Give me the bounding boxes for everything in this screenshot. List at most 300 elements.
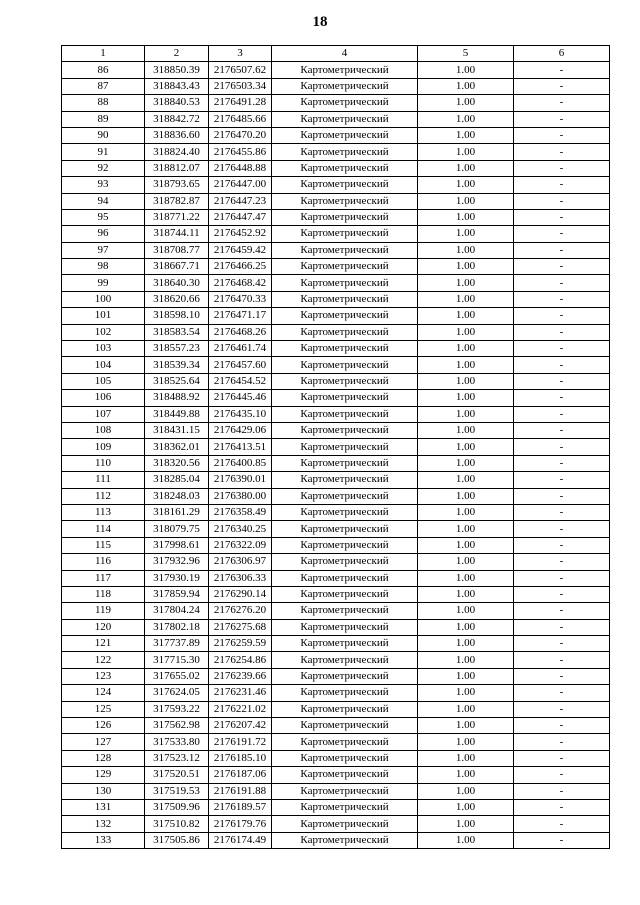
cell-y: 2176390.01 — [209, 472, 272, 488]
cell-accuracy: 1.00 — [418, 521, 514, 537]
cell-point-number: 102 — [62, 324, 145, 340]
cell-point-number: 87 — [62, 78, 145, 94]
cell-x: 318431.15 — [145, 422, 209, 438]
cell-x: 317510.82 — [145, 816, 209, 832]
cell-x: 318539.34 — [145, 357, 209, 373]
cell-note: - — [514, 636, 610, 652]
cell-point-number: 96 — [62, 226, 145, 242]
cell-point-number: 88 — [62, 95, 145, 111]
column-header-method: 4 — [272, 46, 418, 62]
table-row — [62, 422, 610, 438]
cell-y: 2176468.26 — [209, 324, 272, 340]
cell-accuracy: 1.00 — [418, 554, 514, 570]
cell-accuracy: 1.00 — [418, 62, 514, 78]
cell-note: - — [514, 390, 610, 406]
cell-method: Картометрический — [272, 406, 418, 422]
cell-note: - — [514, 160, 610, 176]
cell-method: Картометрический — [272, 209, 418, 225]
cell-method: Картометрический — [272, 275, 418, 291]
cell-x: 317533.80 — [145, 734, 209, 750]
table-row — [62, 193, 610, 209]
cell-point-number: 106 — [62, 390, 145, 406]
cell-x: 317655.02 — [145, 668, 209, 684]
cell-accuracy: 1.00 — [418, 750, 514, 766]
table-row — [62, 209, 610, 225]
cell-y: 2176306.97 — [209, 554, 272, 570]
cell-y: 2176447.47 — [209, 209, 272, 225]
cell-x: 317998.61 — [145, 537, 209, 553]
cell-note: - — [514, 127, 610, 143]
cell-y: 2176191.72 — [209, 734, 272, 750]
cell-y: 2176340.25 — [209, 521, 272, 537]
cell-y: 2176470.33 — [209, 291, 272, 307]
cell-x: 318598.10 — [145, 308, 209, 324]
cell-y: 2176259.59 — [209, 636, 272, 652]
cell-method: Картометрический — [272, 734, 418, 750]
table-row — [62, 259, 610, 275]
cell-y: 2176455.86 — [209, 144, 272, 160]
table-row — [62, 455, 610, 471]
cell-method: Картометрический — [272, 603, 418, 619]
cell-point-number: 91 — [62, 144, 145, 160]
cell-method: Картометрический — [272, 488, 418, 504]
column-header-accuracy: 5 — [418, 46, 514, 62]
cell-method: Картометрический — [272, 422, 418, 438]
cell-accuracy: 1.00 — [418, 668, 514, 684]
cell-note: - — [514, 652, 610, 668]
cell-x: 318557.23 — [145, 341, 209, 357]
cell-point-number: 97 — [62, 242, 145, 258]
cell-point-number: 105 — [62, 373, 145, 389]
cell-point-number: 98 — [62, 259, 145, 275]
cell-y: 2176503.34 — [209, 78, 272, 94]
table-row — [62, 652, 610, 668]
table-row — [62, 767, 610, 783]
cell-x: 318771.22 — [145, 209, 209, 225]
cell-note: - — [514, 799, 610, 815]
cell-y: 2176429.06 — [209, 422, 272, 438]
cell-note: - — [514, 668, 610, 684]
cell-x: 317930.19 — [145, 570, 209, 586]
cell-note: - — [514, 341, 610, 357]
table-row — [62, 275, 610, 291]
cell-method: Картометрический — [272, 291, 418, 307]
table-row — [62, 701, 610, 717]
column-header-y: 3 — [209, 46, 272, 62]
cell-x: 318793.65 — [145, 177, 209, 193]
cell-note: - — [514, 685, 610, 701]
cell-method: Картометрический — [272, 160, 418, 176]
cell-method: Картометрический — [272, 718, 418, 734]
cell-y: 2176400.85 — [209, 455, 272, 471]
cell-point-number: 120 — [62, 619, 145, 635]
cell-note: - — [514, 472, 610, 488]
table-row — [62, 341, 610, 357]
cell-x: 317802.18 — [145, 619, 209, 635]
column-header-x: 2 — [145, 46, 209, 62]
cell-method: Картометрический — [272, 308, 418, 324]
cell-x: 318840.53 — [145, 95, 209, 111]
cell-x: 318782.87 — [145, 193, 209, 209]
cell-x: 317804.24 — [145, 603, 209, 619]
cell-point-number: 116 — [62, 554, 145, 570]
cell-method: Картометрический — [272, 554, 418, 570]
cell-accuracy: 1.00 — [418, 209, 514, 225]
table-row — [62, 127, 610, 143]
cell-x: 318362.01 — [145, 439, 209, 455]
table-row — [62, 406, 610, 422]
cell-accuracy: 1.00 — [418, 144, 514, 160]
cell-x: 317523.12 — [145, 750, 209, 766]
cell-accuracy: 1.00 — [418, 422, 514, 438]
cell-note: - — [514, 816, 610, 832]
cell-method: Картометрический — [272, 390, 418, 406]
cell-note: - — [514, 701, 610, 717]
cell-method: Картометрический — [272, 504, 418, 520]
table-row — [62, 357, 610, 373]
cell-accuracy: 1.00 — [418, 357, 514, 373]
cell-accuracy: 1.00 — [418, 341, 514, 357]
cell-note: - — [514, 209, 610, 225]
table-row — [62, 504, 610, 520]
cell-accuracy: 1.00 — [418, 193, 514, 209]
cell-y: 2176191.88 — [209, 783, 272, 799]
cell-method: Картометрический — [272, 439, 418, 455]
cell-y: 2176275.68 — [209, 619, 272, 635]
cell-point-number: 93 — [62, 177, 145, 193]
cell-accuracy: 1.00 — [418, 718, 514, 734]
table-header-row — [62, 46, 610, 62]
cell-method: Картометрический — [272, 226, 418, 242]
table-row — [62, 718, 610, 734]
cell-y: 2176187.06 — [209, 767, 272, 783]
cell-note: - — [514, 422, 610, 438]
cell-accuracy: 1.00 — [418, 472, 514, 488]
cell-x: 317509.96 — [145, 799, 209, 815]
cell-accuracy: 1.00 — [418, 734, 514, 750]
cell-note: - — [514, 521, 610, 537]
table-row — [62, 488, 610, 504]
cell-y: 2176485.66 — [209, 111, 272, 127]
cell-accuracy: 1.00 — [418, 783, 514, 799]
cell-y: 2176468.42 — [209, 275, 272, 291]
cell-y: 2176207.42 — [209, 718, 272, 734]
cell-method: Картометрический — [272, 78, 418, 94]
cell-x: 318583.54 — [145, 324, 209, 340]
cell-accuracy: 1.00 — [418, 636, 514, 652]
cell-accuracy: 1.00 — [418, 603, 514, 619]
table-row — [62, 750, 610, 766]
cell-method: Картометрический — [272, 324, 418, 340]
cell-point-number: 130 — [62, 783, 145, 799]
cell-note: - — [514, 275, 610, 291]
cell-accuracy: 1.00 — [418, 488, 514, 504]
cell-accuracy: 1.00 — [418, 685, 514, 701]
cell-note: - — [514, 406, 610, 422]
cell-note: - — [514, 373, 610, 389]
cell-method: Картометрический — [272, 144, 418, 160]
cell-y: 2176448.88 — [209, 160, 272, 176]
cell-note: - — [514, 111, 610, 127]
cell-point-number: 114 — [62, 521, 145, 537]
cell-x: 318248.03 — [145, 488, 209, 504]
cell-method: Картометрический — [272, 521, 418, 537]
cell-y: 2176413.51 — [209, 439, 272, 455]
table-row — [62, 95, 610, 111]
cell-y: 2176491.28 — [209, 95, 272, 111]
table-row — [62, 685, 610, 701]
cell-note: - — [514, 767, 610, 783]
table-row — [62, 144, 610, 160]
cell-method: Картометрический — [272, 177, 418, 193]
cell-accuracy: 1.00 — [418, 799, 514, 815]
table-row — [62, 816, 610, 832]
cell-y: 2176454.52 — [209, 373, 272, 389]
table-row — [62, 390, 610, 406]
cell-point-number: 128 — [62, 750, 145, 766]
cell-accuracy: 1.00 — [418, 537, 514, 553]
cell-y: 2176445.46 — [209, 390, 272, 406]
cell-point-number: 117 — [62, 570, 145, 586]
coordinates-table — [61, 45, 610, 849]
cell-point-number: 123 — [62, 668, 145, 684]
cell-method: Картометрический — [272, 832, 418, 848]
cell-point-number: 118 — [62, 586, 145, 602]
cell-accuracy: 1.00 — [418, 226, 514, 242]
cell-accuracy: 1.00 — [418, 160, 514, 176]
cell-accuracy: 1.00 — [418, 832, 514, 848]
cell-point-number: 124 — [62, 685, 145, 701]
cell-x: 317519.53 — [145, 783, 209, 799]
cell-point-number: 108 — [62, 422, 145, 438]
cell-y: 2176306.33 — [209, 570, 272, 586]
cell-y: 2176459.42 — [209, 242, 272, 258]
cell-y: 2176471.17 — [209, 308, 272, 324]
cell-method: Картометрический — [272, 619, 418, 635]
cell-y: 2176254.86 — [209, 652, 272, 668]
table-row — [62, 570, 610, 586]
cell-method: Картометрический — [272, 652, 418, 668]
cell-x: 318824.40 — [145, 144, 209, 160]
cell-x: 318667.71 — [145, 259, 209, 275]
cell-y: 2176452.92 — [209, 226, 272, 242]
cell-x: 317737.89 — [145, 636, 209, 652]
table-row — [62, 734, 610, 750]
table-row — [62, 472, 610, 488]
cell-x: 317932.96 — [145, 554, 209, 570]
table-row — [62, 636, 610, 652]
cell-point-number: 100 — [62, 291, 145, 307]
cell-point-number: 125 — [62, 701, 145, 717]
cell-note: - — [514, 324, 610, 340]
cell-note: - — [514, 718, 610, 734]
cell-accuracy: 1.00 — [418, 308, 514, 324]
cell-note: - — [514, 78, 610, 94]
table-row — [62, 373, 610, 389]
cell-note: - — [514, 242, 610, 258]
cell-note: - — [514, 783, 610, 799]
cell-x: 318836.60 — [145, 127, 209, 143]
cell-point-number: 111 — [62, 472, 145, 488]
cell-point-number: 121 — [62, 636, 145, 652]
cell-point-number: 86 — [62, 62, 145, 78]
cell-x: 318449.88 — [145, 406, 209, 422]
cell-method: Картометрический — [272, 111, 418, 127]
cell-y: 2176435.10 — [209, 406, 272, 422]
cell-method: Картометрический — [272, 259, 418, 275]
cell-y: 2176174.49 — [209, 832, 272, 848]
table-row — [62, 586, 610, 602]
cell-point-number: 94 — [62, 193, 145, 209]
table-row — [62, 799, 610, 815]
cell-method: Картометрический — [272, 668, 418, 684]
cell-method: Картометрический — [272, 816, 418, 832]
cell-point-number: 127 — [62, 734, 145, 750]
cell-note: - — [514, 308, 610, 324]
cell-accuracy: 1.00 — [418, 242, 514, 258]
table-row — [62, 78, 610, 94]
cell-accuracy: 1.00 — [418, 652, 514, 668]
cell-accuracy: 1.00 — [418, 504, 514, 520]
cell-method: Картометрический — [272, 767, 418, 783]
cell-note: - — [514, 95, 610, 111]
cell-method: Картометрический — [272, 357, 418, 373]
cell-point-number: 95 — [62, 209, 145, 225]
cell-x: 318488.92 — [145, 390, 209, 406]
table-row — [62, 783, 610, 799]
cell-method: Картометрический — [272, 586, 418, 602]
cell-accuracy: 1.00 — [418, 95, 514, 111]
table-row — [62, 291, 610, 307]
cell-note: - — [514, 144, 610, 160]
cell-point-number: 112 — [62, 488, 145, 504]
table-row — [62, 308, 610, 324]
cell-point-number: 99 — [62, 275, 145, 291]
cell-note: - — [514, 439, 610, 455]
cell-method: Картометрический — [272, 95, 418, 111]
cell-method: Картометрический — [272, 341, 418, 357]
cell-x: 318620.66 — [145, 291, 209, 307]
table-row — [62, 521, 610, 537]
table-row — [62, 603, 610, 619]
table-row — [62, 177, 610, 193]
table-row — [62, 242, 610, 258]
cell-x: 318161.29 — [145, 504, 209, 520]
cell-point-number: 109 — [62, 439, 145, 455]
cell-point-number: 115 — [62, 537, 145, 553]
cell-method: Картометрический — [272, 242, 418, 258]
cell-x: 317624.05 — [145, 685, 209, 701]
cell-accuracy: 1.00 — [418, 275, 514, 291]
cell-x: 318320.56 — [145, 455, 209, 471]
cell-accuracy: 1.00 — [418, 78, 514, 94]
cell-point-number: 107 — [62, 406, 145, 422]
cell-note: - — [514, 357, 610, 373]
cell-y: 2176290.14 — [209, 586, 272, 602]
cell-y: 2176189.57 — [209, 799, 272, 815]
table-row — [62, 537, 610, 553]
table-row — [62, 619, 610, 635]
cell-y: 2176239.66 — [209, 668, 272, 684]
cell-method: Картометрический — [272, 127, 418, 143]
cell-y: 2176470.20 — [209, 127, 272, 143]
cell-note: - — [514, 488, 610, 504]
cell-point-number: 131 — [62, 799, 145, 815]
page-number: 18 — [312, 14, 328, 30]
cell-note: - — [514, 291, 610, 307]
cell-method: Картометрический — [272, 455, 418, 471]
cell-note: - — [514, 750, 610, 766]
cell-y: 2176185.10 — [209, 750, 272, 766]
column-header-note: 6 — [514, 46, 610, 62]
cell-note: - — [514, 832, 610, 848]
cell-x: 318640.30 — [145, 275, 209, 291]
cell-accuracy: 1.00 — [418, 439, 514, 455]
table-row — [62, 111, 610, 127]
table-row — [62, 439, 610, 455]
cell-method: Картометрический — [272, 570, 418, 586]
cell-note: - — [514, 619, 610, 635]
cell-point-number: 103 — [62, 341, 145, 357]
cell-x: 318079.75 — [145, 521, 209, 537]
cell-point-number: 110 — [62, 455, 145, 471]
cell-y: 2176447.23 — [209, 193, 272, 209]
cell-point-number: 101 — [62, 308, 145, 324]
cell-accuracy: 1.00 — [418, 619, 514, 635]
cell-accuracy: 1.00 — [418, 324, 514, 340]
cell-point-number: 92 — [62, 160, 145, 176]
cell-x: 317859.94 — [145, 586, 209, 602]
table-row — [62, 668, 610, 684]
cell-accuracy: 1.00 — [418, 373, 514, 389]
cell-y: 2176358.49 — [209, 504, 272, 520]
cell-x: 317593.22 — [145, 701, 209, 717]
cell-y: 2176380.00 — [209, 488, 272, 504]
cell-note: - — [514, 226, 610, 242]
cell-accuracy: 1.00 — [418, 406, 514, 422]
cell-x: 318843.43 — [145, 78, 209, 94]
cell-accuracy: 1.00 — [418, 291, 514, 307]
cell-note: - — [514, 177, 610, 193]
table-row — [62, 226, 610, 242]
cell-point-number: 90 — [62, 127, 145, 143]
cell-accuracy: 1.00 — [418, 127, 514, 143]
table-row — [62, 324, 610, 340]
table-row — [62, 554, 610, 570]
cell-note: - — [514, 570, 610, 586]
cell-x: 317520.51 — [145, 767, 209, 783]
cell-accuracy: 1.00 — [418, 586, 514, 602]
cell-y: 2176231.46 — [209, 685, 272, 701]
table-body — [62, 62, 610, 849]
table-row — [62, 160, 610, 176]
cell-y: 2176276.20 — [209, 603, 272, 619]
cell-accuracy: 1.00 — [418, 767, 514, 783]
cell-point-number: 119 — [62, 603, 145, 619]
cell-accuracy: 1.00 — [418, 455, 514, 471]
cell-point-number: 129 — [62, 767, 145, 783]
cell-point-number: 126 — [62, 718, 145, 734]
cell-point-number: 89 — [62, 111, 145, 127]
column-header-point-number: 1 — [62, 46, 145, 62]
cell-method: Картометрический — [272, 62, 418, 78]
cell-y: 2176507.62 — [209, 62, 272, 78]
cell-method: Картометрический — [272, 193, 418, 209]
cell-y: 2176447.00 — [209, 177, 272, 193]
cell-method: Картометрический — [272, 373, 418, 389]
cell-y: 2176322.09 — [209, 537, 272, 553]
cell-accuracy: 1.00 — [418, 701, 514, 717]
